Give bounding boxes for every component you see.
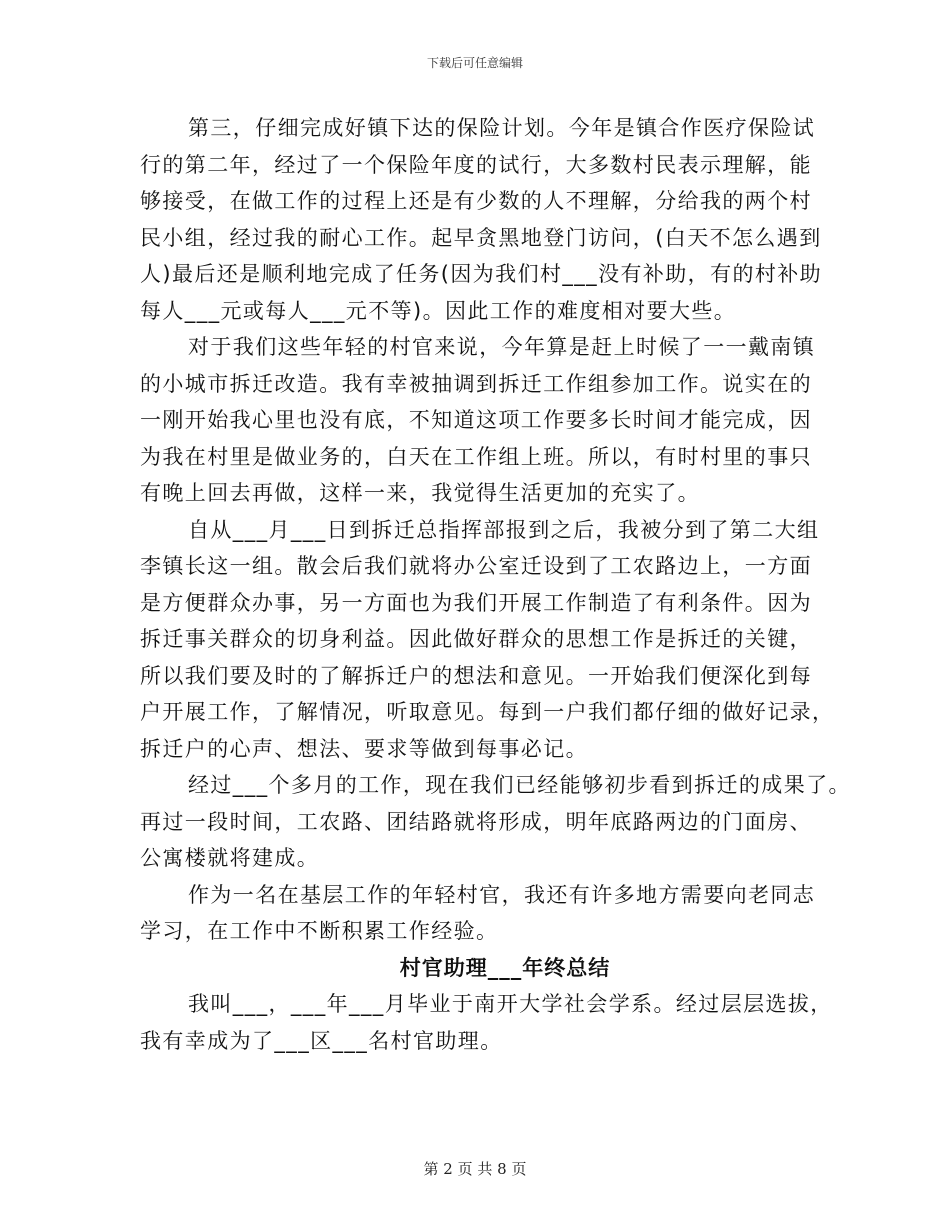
paragraph-line: 有晚上回去再做，这样一来，我觉得生活更加的充实了。 [140,481,700,505]
paragraph-line: 拆迁事关群众的切身利益。因此做好群众的思想工作是拆迁的关键， [140,627,812,651]
paragraph-line: 经过___个多月的工作，现在我们已经能够初步看到拆迁的成果了。 [188,773,851,797]
paragraph-line: 再过一段时间，工农路、团结路就将形成，明年底路两边的门面房、 [140,809,812,834]
paragraph-line: 公寓楼就将建成。 [140,846,320,870]
paragraph-line: 人)最后还是顺利地完成了任务(因为我们村___没有补助，有的村补助 [140,262,823,286]
paragraph-line: 户开展工作，了解情况，听取意见。每到一户我们都仔细的做好记录， [140,700,835,724]
paragraph-line: 是方便群众办事，另一方面也为我们开展工作制造了有利条件。因为 [140,590,812,615]
paragraph-line: 民小组，经过我的耐心工作。起早贪黑地登门访问，(白天不怎么遇到 [140,225,822,250]
paragraph-line: 一刚开始我心里也没有底，不知道这项工作要多长时间才能完成，因 [140,408,812,432]
paragraph-line: 所以我们要及时的了解拆迁户的想法和意见。一开始我们便深化到每 [140,663,812,688]
paragraph-line: 李镇长这一组。散会后我们就将办公室迁设到了工农路边上，一方面 [140,554,812,578]
paragraph-line: 为我在村里是做业务的，白天在工作组上班。所以，有时村里的事只 [140,444,812,469]
paragraph-line: 的小城市拆迁改造。我有幸被抽调到拆迁工作组参加工作。说实在的 [140,371,812,396]
paragraph-line: 拆迁户的心声、想法、要求等做到每事必记。 [140,736,588,761]
paragraph-line: 学习，在工作中不断积累工作经验。 [140,919,499,943]
page-number: 第 2 页 共 8 页 [423,1160,527,1178]
page-header: 下载后可任意编辑 [426,56,523,70]
section-title: 村官助理___年终总结 [399,955,611,980]
paragraph-line: 第三，仔细完成好镇下达的保险计划。今年是镇合作医疗保险试 [188,116,816,140]
paragraph-line: 我叫___，___年___月毕业于南开大学社会学系。经过层层选拔， [188,992,833,1016]
paragraph-line: 对于我们这些年轻的村官来说，今年算是赶上时候了一一戴南镇 [188,335,816,359]
paragraph-line: 作为一名在基层工作的年轻村官，我还有许多地方需要向老同志 [188,882,816,907]
document-body [140,110,851,1059]
paragraph-line: 自从___月___日到拆迁总指挥部报到之后，我被分到了第二大组 [188,517,820,542]
paragraph-line: 每人___元或每人___元不等)。因此工作的难度相对要大些。 [140,298,737,323]
paragraph-line: 行的第二年，经过了一个保险年度的试行，大多数村民表示理解，能 [140,152,812,177]
paragraph-line: 够接受，在做工作的过程上还是有少数的人不理解，分给我的两个村 [140,189,812,213]
paragraph-line: 我有幸成为了___区___名村官助理。 [140,1028,503,1053]
